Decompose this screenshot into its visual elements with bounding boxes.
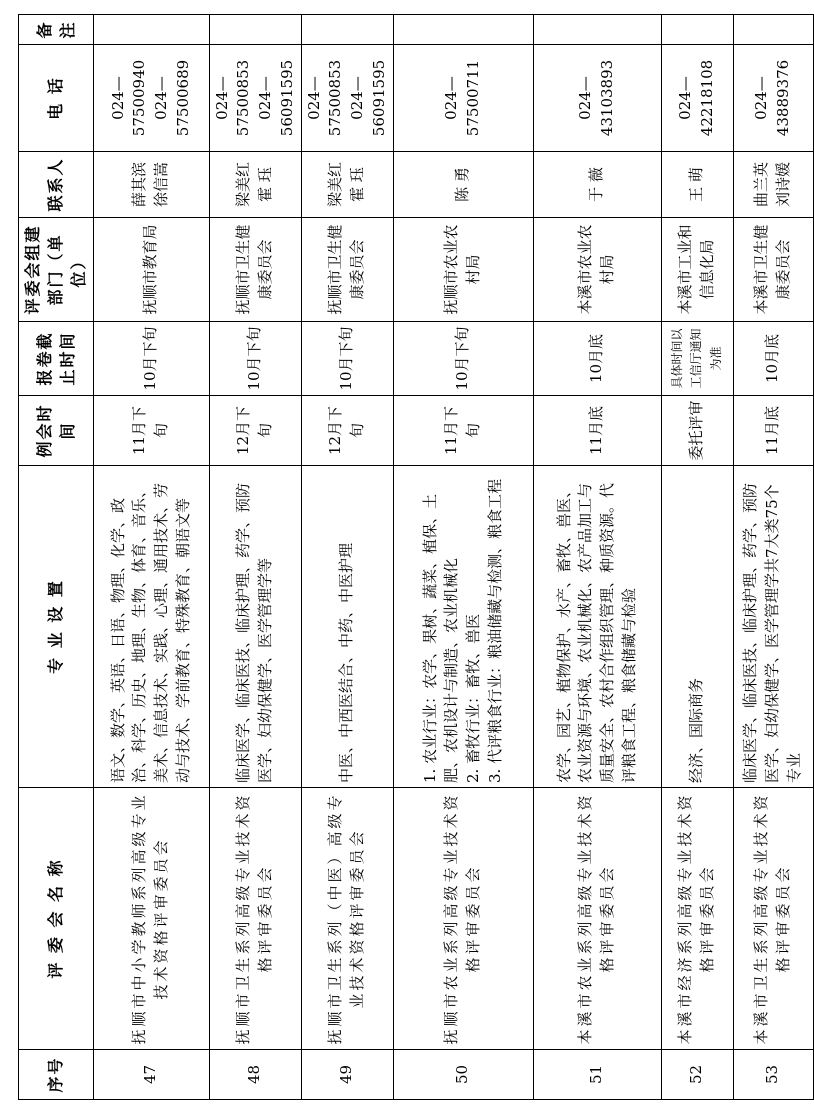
major-line: 2. 畜牧行业：畜牧、兽医: [464, 613, 483, 783]
cell-phone: [533, 45, 661, 152]
cell-meet: 12月下旬: [209, 396, 301, 466]
table-row: [301, 15, 393, 1100]
cell-phone: [209, 45, 301, 152]
phone-1: 024—42218108: [676, 59, 717, 137]
cell-deadline: 10月下旬: [393, 322, 533, 396]
phone-2: 024—56091595: [256, 59, 296, 137]
cell-contact: 梁美红 霍 珏: [209, 152, 301, 218]
cell-name: 抚顺市卫生系列高级专业技术资格评审委员会: [209, 788, 301, 1050]
header-major: 专 业 设 置: [19, 466, 94, 788]
header-dept: 评委会组建部门（单位）: [19, 218, 94, 322]
cell-major: [393, 466, 533, 788]
cell-seq: 51: [533, 1050, 661, 1100]
cell-note: [661, 15, 733, 45]
phone-2: 024—56091595: [348, 59, 388, 137]
table-row: [533, 15, 661, 1100]
header-meet: 例会时间: [19, 396, 94, 466]
cell-seq: 49: [301, 1050, 393, 1100]
cell-contact: 薛其滨 徐信嵩: [93, 152, 209, 218]
cell-phone: [393, 45, 533, 152]
cell-deadline: 10月底: [733, 322, 813, 396]
cell-contact: 于 薇: [533, 152, 661, 218]
cell-name: 抚顺市卫生系列（中医）高级专业技术资格评审委员会: [301, 788, 393, 1050]
cell-major: 临床医学、临床医技、临床护理、药学、预防医学、妇幼保健学、医学管理学等: [209, 466, 301, 788]
cell-meet: 11月下旬: [393, 396, 533, 466]
header-name: 评 委 会 名 称: [19, 788, 94, 1050]
cell-major: 临床医学、临床医技、临床护理、药学、预防医学、妇幼保健学、医学管理学共7大类75个专业: [733, 466, 813, 788]
cell-dept: 本溪市工业和信息化局: [661, 218, 733, 322]
cell-meet: 11月底: [733, 396, 813, 466]
table-row: [209, 15, 301, 1100]
phone-1: 024—57500940: [108, 59, 149, 137]
cell-note: [733, 15, 813, 45]
cell-seq: 52: [661, 1050, 733, 1100]
cell-phone: [733, 45, 813, 152]
cell-major: 中医、中西医结合、中药、中医护理: [301, 466, 393, 788]
cell-note: [93, 15, 209, 45]
cell-deadline: 具体时间以工信厅通知为准: [661, 322, 733, 396]
cell-contact: 陈 勇: [393, 152, 533, 218]
header-seq: 序号: [19, 1050, 94, 1100]
cell-major: 农学、园艺、植物保护、水产、畜牧、兽医、农业资源与环境、农业机械化、农产品加工与质量安全、农村合作组织管理、种质资源。代评粮食工程、粮食储藏与检验: [533, 466, 661, 788]
cell-meet: 11月底: [533, 396, 661, 466]
cell-phone: [661, 45, 733, 152]
cell-dept: 抚顺市教育局: [93, 218, 209, 322]
cell-name: 抚顺市中小学教师系列高级专业技术资格评审委员会: [93, 788, 209, 1050]
table-row: [733, 15, 813, 1100]
cell-phone: [93, 45, 209, 152]
cell-meet: 11月下旬: [93, 396, 209, 466]
phone-1: 024—57500853: [304, 59, 345, 137]
cell-name: 本溪市卫生系列高级专业技术资格评审委员会: [733, 788, 813, 1050]
major-line: 1. 农业行业：农学、果树、蔬菜、植保、土肥、农机设计与制造、农业机械化: [420, 493, 461, 783]
header-contact: 联系人: [19, 152, 94, 218]
cell-seq: 50: [393, 1050, 533, 1100]
cell-deadline: 10月底: [533, 322, 661, 396]
phone-1: 024—57500711: [442, 59, 483, 137]
table-row: [393, 15, 533, 1100]
header-deadline: 报卷截止时间: [19, 322, 94, 396]
cell-seq: 47: [93, 1050, 209, 1100]
cell-dept: 抚顺市农业农村局: [393, 218, 533, 322]
cell-meet: 委托评审: [661, 396, 733, 466]
cell-seq: 53: [733, 1050, 813, 1100]
committee-table: [18, 14, 814, 1100]
phone-1: 024—43103893: [576, 59, 617, 137]
cell-meet: 12月下旬: [301, 396, 393, 466]
cell-dept: 抚顺市卫生健康委员会: [209, 218, 301, 322]
cell-seq: 48: [209, 1050, 301, 1100]
cell-deadline: 10月下旬: [209, 322, 301, 396]
cell-deadline: 10月下旬: [93, 322, 209, 396]
header-row: [19, 15, 94, 1100]
header-phone: 电 话: [19, 45, 94, 152]
cell-contact: 梁美红 霍 珏: [301, 152, 393, 218]
table-row: [93, 15, 209, 1100]
phone-1: 024—57500853: [212, 59, 253, 137]
cell-name: 本溪市经济系列高级专业技术资格评审委员会: [661, 788, 733, 1050]
cell-contact: 王 萌: [661, 152, 733, 218]
cell-major: 经济、国际商务: [661, 466, 733, 788]
cell-phone: [301, 45, 393, 152]
cell-contact: 曲兰英 刘诗媛: [733, 152, 813, 218]
cell-note: [533, 15, 661, 45]
header-note: 备注: [19, 15, 94, 45]
cell-name: 本溪市农业系列高级专业技术资格评审委员会: [533, 788, 661, 1050]
cell-major: 语文、数学、英语、日语、物理、化学、政治、科学、历史、地理、生物、体育、音乐、美术、信息技术、实践、心理、通用技术、劳动与技术、学前教育、特殊教育、朝语文等: [93, 466, 209, 788]
cell-name: 抚顺市农业系列高级专业技术资格评审委员会: [393, 788, 533, 1050]
phone-2: 024—57500689: [152, 59, 192, 137]
table-row: [661, 15, 733, 1100]
cell-dept: 本溪市卫生健康委员会: [733, 218, 813, 322]
cell-note: [393, 15, 533, 45]
major-line: 3. 代评粮食行业：粮油储藏与检测、粮食工程: [485, 478, 504, 783]
cell-note: [209, 15, 301, 45]
cell-dept: 抚顺市卫生健康委员会: [301, 218, 393, 322]
cell-note: [301, 15, 393, 45]
cell-deadline: 10月下旬: [301, 322, 393, 396]
cell-dept: 本溪市农业农村局: [533, 218, 661, 322]
phone-1: 024—43889376: [752, 59, 793, 137]
